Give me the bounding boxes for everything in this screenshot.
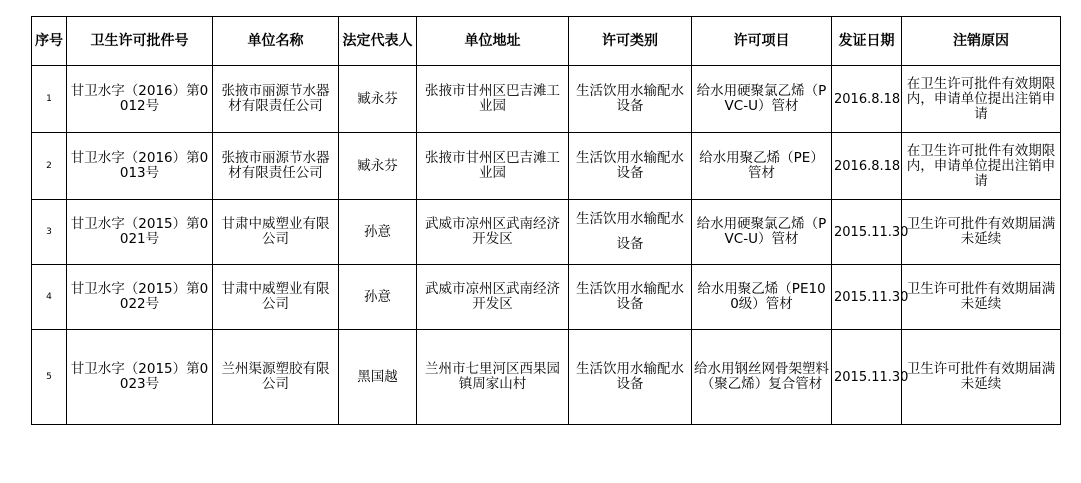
header-reason: 注销原因 xyxy=(902,17,1061,66)
header-item: 许可项目 xyxy=(692,17,832,66)
table-row xyxy=(32,133,1061,200)
cell-date: 2015.11.30 xyxy=(832,330,902,425)
cell-item: 给水用硬聚氯乙烯（PVC-U）管材 xyxy=(692,66,832,133)
cell-legal-rep: 孙意 xyxy=(339,200,417,265)
cell-category: 生活饮用水输配水设备 xyxy=(569,66,692,133)
table-header-row xyxy=(32,17,1061,66)
cell-company: 兰州渠源塑胶有限公司 xyxy=(213,330,339,425)
cell-category: 生活饮用水输配水设备 xyxy=(569,330,692,425)
cell-company: 张掖市丽源节水器材有限责任公司 xyxy=(213,66,339,133)
cell-reason: 卫生许可批件有效期届满未延续 xyxy=(902,330,1061,425)
cell-license-no: 甘卫水字（2015）第0022号 xyxy=(67,265,213,330)
table-row xyxy=(32,66,1061,133)
table-row xyxy=(32,200,1061,265)
cell-reason: 在卫生许可批件有效期限内，申请单位提出注销申请 xyxy=(902,133,1061,200)
cell-date: 2015.11.30 xyxy=(832,265,902,330)
cell-seq: 4 xyxy=(32,265,67,330)
cell-seq: 2 xyxy=(32,133,67,200)
cell-address: 张掖市甘州区巴吉滩工业园 xyxy=(417,133,569,200)
table-row xyxy=(32,265,1061,330)
cell-legal-rep: 臧永芬 xyxy=(339,133,417,200)
header-legal-rep: 法定代表人 xyxy=(339,17,417,66)
cell-legal-rep: 黑国越 xyxy=(339,330,417,425)
cell-address: 武威市凉州区武南经济开发区 xyxy=(417,200,569,265)
cell-item: 给水用钢丝网骨架塑料（聚乙烯）复合管材 xyxy=(692,330,832,425)
cell-category: 生活饮用水输配水设备 xyxy=(569,200,692,265)
cell-legal-rep: 孙意 xyxy=(339,265,417,330)
license-cancellation-table xyxy=(31,16,1061,425)
cell-license-no: 甘卫水字（2015）第0021号 xyxy=(67,200,213,265)
cell-address: 武威市凉州区武南经济开发区 xyxy=(417,265,569,330)
header-company: 单位名称 xyxy=(213,17,339,66)
header-address: 单位地址 xyxy=(417,17,569,66)
cell-reason: 在卫生许可批件有效期限内，申请单位提出注销申请 xyxy=(902,66,1061,133)
cell-date: 2015.11.30 xyxy=(832,200,902,265)
cell-license-no: 甘卫水字（2016）第0012号 xyxy=(67,66,213,133)
table-row xyxy=(32,330,1061,425)
cell-reason: 卫生许可批件有效期届满未延续 xyxy=(902,265,1061,330)
cell-address: 张掖市甘州区巴吉滩工业园 xyxy=(417,66,569,133)
cell-category: 生活饮用水输配水设备 xyxy=(569,133,692,200)
header-seq: 序号 xyxy=(32,17,67,66)
cell-item: 给水用聚乙烯（PE）管材 xyxy=(692,133,832,200)
cell-legal-rep: 臧永芬 xyxy=(339,66,417,133)
cell-date: 2016.8.18 xyxy=(832,133,902,200)
cell-reason: 卫生许可批件有效期届满未延续 xyxy=(902,200,1061,265)
cell-company: 张掖市丽源节水器材有限责任公司 xyxy=(213,133,339,200)
cell-date: 2016.8.18 xyxy=(832,66,902,133)
cell-license-no: 甘卫水字（2015）第0023号 xyxy=(67,330,213,425)
header-category: 许可类别 xyxy=(569,17,692,66)
cell-company: 甘肃中威塑业有限公司 xyxy=(213,265,339,330)
cell-seq: 5 xyxy=(32,330,67,425)
cell-item: 给水用聚乙烯（PE100级）管材 xyxy=(692,265,832,330)
header-date: 发证日期 xyxy=(832,17,902,66)
cell-address: 兰州市七里河区西果园镇周家山村 xyxy=(417,330,569,425)
header-license-no: 卫生许可批件号 xyxy=(67,17,213,66)
cell-item: 给水用硬聚氯乙烯（PVC-U）管材 xyxy=(692,200,832,265)
cell-seq: 3 xyxy=(32,200,67,265)
cell-category: 生活饮用水输配水设备 xyxy=(569,265,692,330)
cell-license-no: 甘卫水字（2016）第0013号 xyxy=(67,133,213,200)
cell-seq: 1 xyxy=(32,66,67,133)
cell-company: 甘肃中威塑业有限公司 xyxy=(213,200,339,265)
